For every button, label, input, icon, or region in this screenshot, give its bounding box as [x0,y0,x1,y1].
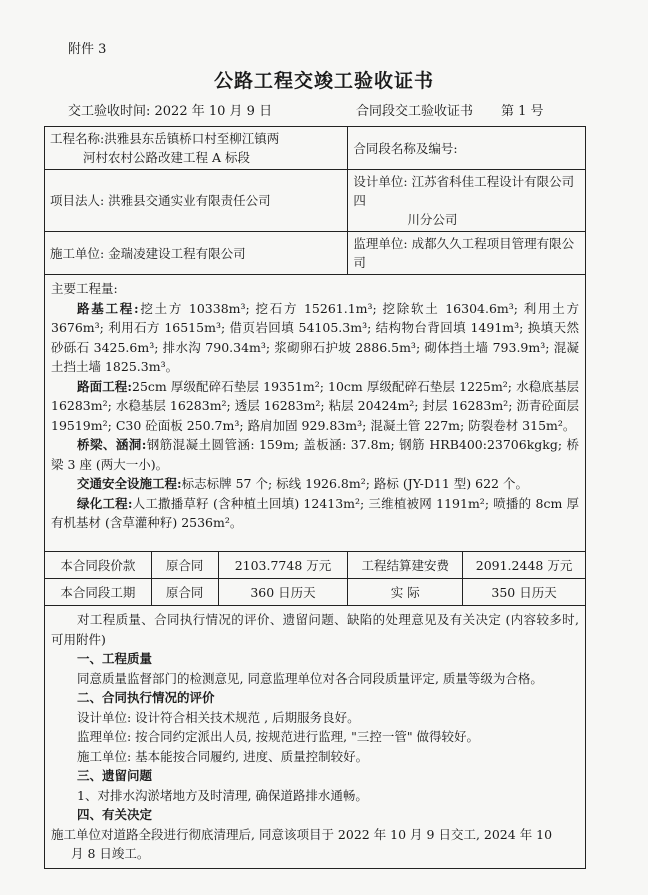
pavement-text: 25cm 厚级配碎石垫层 19351m²; 10cm 厚级配碎石垫层 1225m²; 水稳底基层 16283m²; 水稳基层 16283m²; 透层 16283m²; 粘层 20424m²; 封层 16283m²; 沥青砼面层 19519m²; C30 砼面板 250.7m³; 路肩加固 929.83m³; 混凝土管 227m; 防裂卷材 315m²。 [51,378,579,433]
section-contract-title: 二、合同执行情况的评价 [77,690,215,705]
safety-paragraph [51,474,579,494]
green-text: 人工撒播草籽 (含种植土回填) 12413m²; 三维植被网 1191m²; 喷播的 8cm 厚有机基材 (含草灌种籽) 2536m²。 [51,495,579,530]
certificate-table [44,126,586,869]
period-label: 本合同段工期 [45,579,152,606]
attachment-label: 附件 3 [68,42,107,57]
project-line2: 河村农村公路改建工程 A 标段 [83,150,250,165]
designer-line2: 川分公司 [407,212,458,227]
cost-settle-label: 工程结算建安费 [348,552,463,579]
handover-date: 交工验收时间: 2022 年 10 月 9 日 [68,104,273,119]
cert-no: 第 1 号 [501,104,544,119]
roadbed-label: 路基工程: [77,300,139,316]
roadbed-paragraph [51,299,579,377]
cost-original-label: 原合同 [151,552,218,579]
pavement-paragraph [51,377,579,436]
contract-design-eval: 设计单位: 设计符合相关技术规范 , 后期服务良好。 [77,709,360,725]
period-original-label: 原合同 [151,579,218,606]
bridge-paragraph [51,435,579,474]
supervisor-cell: 监理单位: 成都久久工程项目管理有限公司 [348,232,586,275]
roadbed-text: 挖土方 10338m³; 挖石方 15261.1m³; 挖除软土 16304.6m³; 利用土方 3676m³; 利用石方 16515m³; 借页岩回填 54105.3m³; 结构物台背回填 1491m³; 换填天然砂砾石 3425.6m³; 排水沟 790.34m³; 浆砌卵石护坡 2886.5m³; 砌体挡土墙 793.9m³; 混凝土挡土墙 1825.3m³。 [51,300,579,374]
quantities-heading: 主要工程量: [51,281,118,296]
section-issues-text: 1、对排水沟淤堵地方及时清理, 确保道路排水通畅。 [77,787,368,803]
green-paragraph [51,494,579,533]
page-title: 公路工程交竣工验收证书 [213,70,434,92]
safety-text: 标志标牌 57 个; 标线 1926.8m²; 路标 (JY-D11 型) 622 个。 [181,476,528,491]
quantities-cell [45,275,586,552]
contract-label: 合同段名称及编号: [353,140,458,156]
contract-name-cell [348,127,586,170]
project-label: 工程名称: [50,131,105,146]
certificate-number [356,100,544,119]
contract-supervise-eval: 监理单位: 按合同约定派出人员, 按规范进行监理, "三控一管" 做得较好。 [77,729,480,744]
bridge-label: 桥梁、涵洞: [77,437,147,452]
cost-settle-value: 2091.2448 万元 [463,552,586,579]
pavement-label: 路面工程: [77,378,133,394]
comments-cell [45,606,586,869]
section-quality-text: 同意质量监督部门的检测意见, 同意监理单位对各合同段质量评定, 质量等级为合格。 [77,670,543,686]
cert-name: 合同段交工验收证书 [356,104,474,119]
comments-intro: 对工程质量、合同执行情况的评价、遗留问题、缺陷的处理意见及有关决定 (内容较多时, 可用附件) [51,612,579,647]
safety-label: 交通安全设施工程: [77,476,182,491]
contract-build-eval: 施工单位: 基本能按合同履约, 进度、质量控制较好。 [77,748,369,764]
section-quality-title: 一、工程质量 [77,651,153,666]
project-line1: 洪雅县东岳镇桥口村至柳江镇两 [104,131,280,146]
designer-line1: 设计单位: 江苏省科佳工程设计有限公司四 [353,174,575,208]
decision-line1: 施工单位对道路全段进行彻底清理后, 同意该项目于 2022 年 10 月 9 日交工, 2024 年 10 [51,826,553,842]
project-name-cell [45,127,348,170]
green-label: 绿化工程: [77,495,133,511]
builder-cell: 施工单位: 金瑞凌建设工程有限公司 [45,232,348,275]
period-actual-value: 350 日历天 [463,579,586,606]
cost-original-value: 2103.7748 万元 [218,552,348,579]
period-actual-label: 实 际 [348,579,463,606]
designer-cell [348,170,586,232]
period-original-value: 360 日历天 [218,579,348,606]
owner-cell: 项目法人: 洪雅县交通实业有限责任公司 [45,170,348,232]
cost-label: 本合同段价款 [45,552,152,579]
decision-line2: 月 8 日竣工。 [71,846,150,861]
section-issues-title: 三、遗留问题 [77,768,153,783]
bridge-text: 钢筋混凝土圆管涵: 159m; 盖板涵: 37.8m; 钢筋 HRB400:23706kgkg; 桥梁 3 座 (两大一小)。 [51,437,579,472]
section-decision-title: 四、有关决定 [77,807,153,822]
